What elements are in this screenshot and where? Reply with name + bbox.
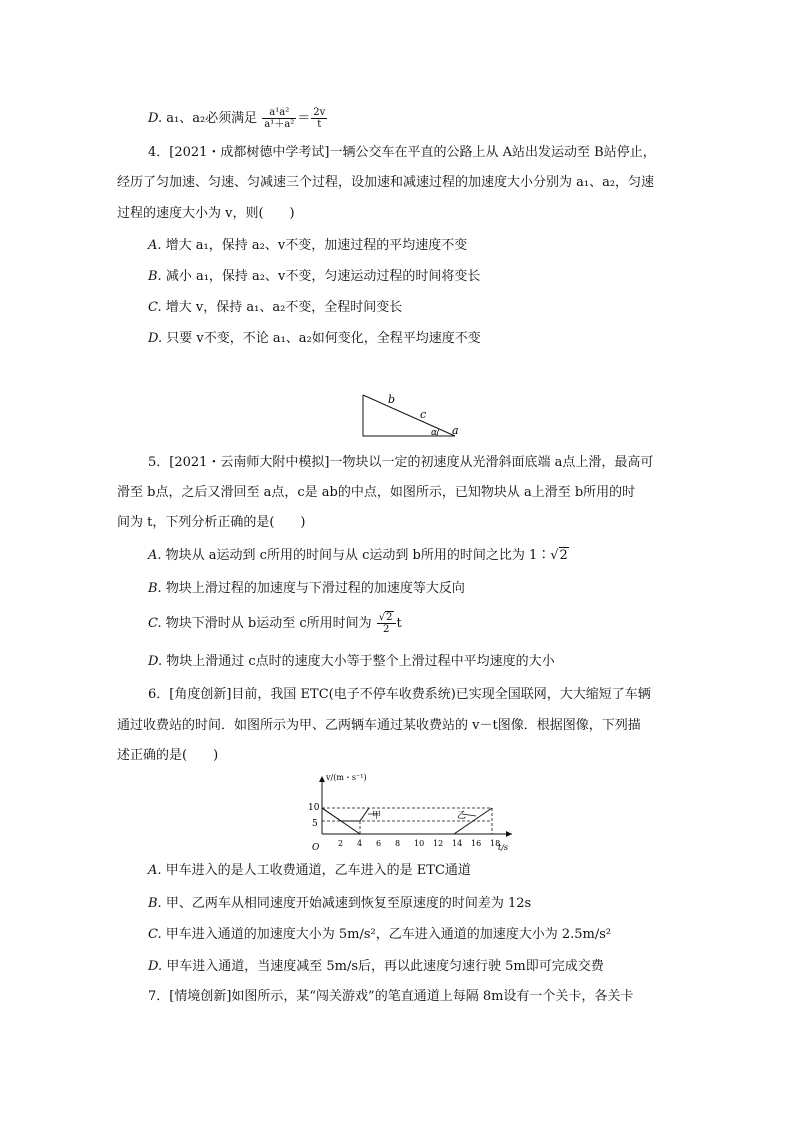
vt-graph [300,770,520,852]
q6-option-b [148,895,531,913]
q5-option-b [148,580,465,598]
option-text: 物块上滑通过 c点时的速度大小等于整个上滑过程中平均速度的大小 [162,654,555,669]
y-axis-label: v/(m・s⁻¹) [326,773,367,782]
q4-stem-line-3: 过程的速度大小为 v，则( ) [117,206,295,221]
q4-stem-line-2: 经历了匀加速、匀速、匀减速三个过程，设加速和减速过程的加速度大小分别为 a₁、a₂，匀速 [117,175,655,190]
q5-stem-line-1: 5．[2021・云南师大附中模拟]一物块以一定的初速度从光滑斜面底端 a点上滑，最高可 [148,455,654,470]
q4-stem-line-1: 4．[2021・成都树德中学考试]一辆公交车在平直的公路上从 A站出发运动至 B站停止， [148,145,656,160]
denominator: 2 [382,624,390,635]
point-a-label: a [452,424,459,437]
point-b-label: b [388,393,396,406]
option-text: 甲车进入的是人工收费通道，乙车进入的是 ETC通道 [161,863,471,878]
q6-stem-line-3: 述正确的是( ) [117,748,219,763]
q5-option-c [148,612,402,635]
x-tick-label: 14 [452,839,463,848]
radicand: 2 [386,612,393,623]
option-text: 甲车进入通道，当速度减至 5m/s后，再以此速度匀速行驶 5m即可完成交费 [162,959,604,974]
q6-option-c [148,926,611,944]
q5-option-d [148,653,555,671]
jia-label: 甲 [372,811,382,821]
option-text: 只要 v不变，不论 a₁、a₂如何变化，全程平均速度不变 [162,331,481,346]
numerator: 2v [313,107,326,118]
option-letter: C. [148,616,162,631]
fraction [311,107,327,130]
x-axis-arrow [506,831,512,837]
y-tick-5: 5 [312,819,318,829]
option-letter: A. [148,238,162,253]
numerator: √2 [377,612,396,624]
x-tick-label: 18 [490,839,501,848]
q6-stem-line-2: 通过收费站的时间．如图所示为甲、乙两辆车通过某收费站的 v－t图像．根据图像，下列描 [117,718,641,733]
option-text: 物块下滑时从 b运动至 c所用时间为 [161,616,372,631]
q5-option-a [148,547,569,565]
x-tick-label: 12 [433,839,444,848]
y-axis-arrow [319,776,325,782]
q6-option-d [148,958,604,976]
y-tick-10: 10 [308,803,320,813]
x-tick-label: 4 [357,839,363,848]
option-letter: C. [148,300,162,315]
q5-stem-line-3: 间为 t，下列分析正确的是( ) [117,515,306,530]
option-letter: B. [148,581,162,596]
denominator: t [317,119,322,130]
sqrt: √2 [550,548,568,563]
jia-line [322,808,369,821]
fraction [262,107,296,130]
option-text: 物块从 a运动到 c所用的时间与从 c运动到 b所用的时间之比为 1∶ [161,548,551,563]
option-letter: D. [148,111,163,126]
equals-sign: ＝ [297,111,311,126]
option-letter: D. [148,331,163,346]
option-letter: D. [148,959,163,974]
option-letter: D. [148,654,163,669]
x-tick-label: 2 [338,839,344,848]
denominator: a¹＋a² [264,119,295,130]
option-letter: C. [148,927,162,942]
x-tick-label: 16 [471,839,482,848]
q7-stem-line-1: 7．[情境创新]如图所示，某“闯关游戏”的笔直通道上每隔 8m设有一个关卡，各关卡 [148,989,634,1004]
option-text: 甲车进入通道的加速度大小为 5m/s²，乙车进入通道的加速度大小为 2.5m/s² [161,927,612,942]
angle-arc [437,429,439,436]
numerator: a¹a² [262,107,296,119]
radicand: 2 [559,548,568,563]
q4-option-a [148,237,467,255]
option-letter: A. [148,863,162,878]
q6-option-a [148,862,471,880]
q5-stem-line-2: 滑至 b点，之后又滑回至 a点，c是 ab的中点，如图所示，已知物块从 a上滑至 b所用的时 [117,485,636,500]
x-tick-label: 8 [395,839,401,848]
yi-label: 乙 [457,811,467,821]
option-text: 甲、乙两车从相同速度开始减速到恢复至原速度的时间差为 12s [161,896,532,911]
option-letter: B. [148,269,162,284]
x-tick-label: 6 [376,839,382,848]
q4-option-c [148,299,402,317]
fraction [377,612,396,635]
option-text: 物块上滑过程的加速度与下滑过程的加速度等大反向 [161,581,465,596]
option-tail: t [396,616,402,631]
incline-figure [355,390,465,440]
option-text: 减小 a₁，保持 a₂、v不变，匀速运动过程的时间将变长 [161,269,481,284]
x-axis-label: t/s [498,843,509,852]
x-tick-label: 10 [414,839,425,848]
point-c-label: c [420,408,427,421]
q3-option-d [148,107,328,130]
option-letter: B. [148,896,162,911]
x-ticks [338,839,500,848]
q6-stem-line-1: 6．[角度创新]目前，我国 ETC(电子不停车收费系统)已实现全国联网，大大缩短了车辆 [148,687,651,702]
option-text: 增大 a₁，保持 a₂、v不变，加速过程的平均速度不变 [161,238,468,253]
origin-label: O [312,843,320,852]
option-text: a₁、a₂必须满足 [162,111,258,126]
incline-triangle [363,395,455,436]
q4-option-d [148,330,481,348]
option-text: 增大 v，保持 a₁、a₂不变，全程时间变长 [161,300,403,315]
angle-label: α [431,428,438,438]
q4-option-b [148,268,480,286]
option-letter: A. [148,548,162,563]
